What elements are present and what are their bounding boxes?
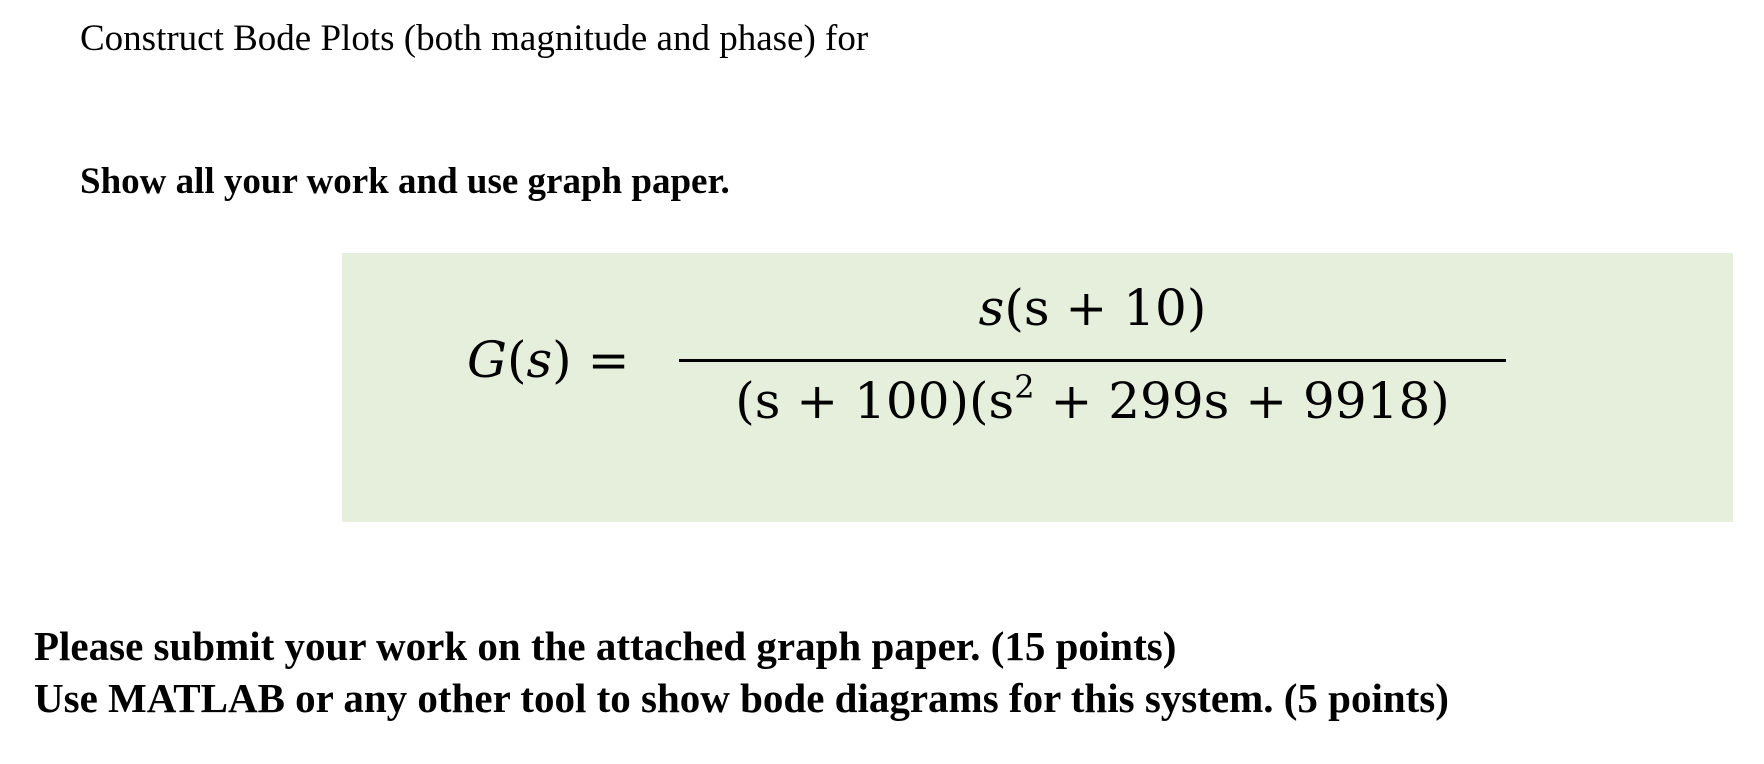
lhs-close-paren: )	[552, 331, 572, 389]
task-list	[34, 620, 1449, 724]
task-graph-paper: Please submit your work on the attached graph paper. (15 points)	[34, 623, 1177, 669]
equals-sign: =	[587, 331, 630, 389]
lhs-open-paren: (	[506, 331, 527, 389]
denominator-part-2: + 299s + 9918)	[1034, 372, 1450, 430]
numerator-factor: (s + 10)	[1004, 279, 1207, 337]
function-name: G	[467, 331, 507, 389]
lhs-variable: s	[526, 331, 553, 389]
equation-lhs	[467, 325, 629, 395]
numerator-variable: s	[978, 279, 1005, 337]
fraction-bar	[679, 359, 1506, 362]
transfer-function-box	[342, 253, 1733, 522]
problem-intro: Construct Bode Plots (both magnitude and phase) for	[80, 18, 869, 59]
work-instruction: Show all your work and use graph paper.	[80, 161, 730, 202]
denominator-exponent: 2	[1014, 368, 1035, 406]
numerator	[679, 273, 1506, 343]
transfer-function-fraction	[679, 273, 1506, 443]
task-matlab: Use MATLAB or any other tool to show bode diagrams for this system. (5 points)	[34, 675, 1449, 721]
denominator-part-1: (s + 100)(s	[735, 372, 1015, 430]
denominator	[679, 366, 1506, 436]
